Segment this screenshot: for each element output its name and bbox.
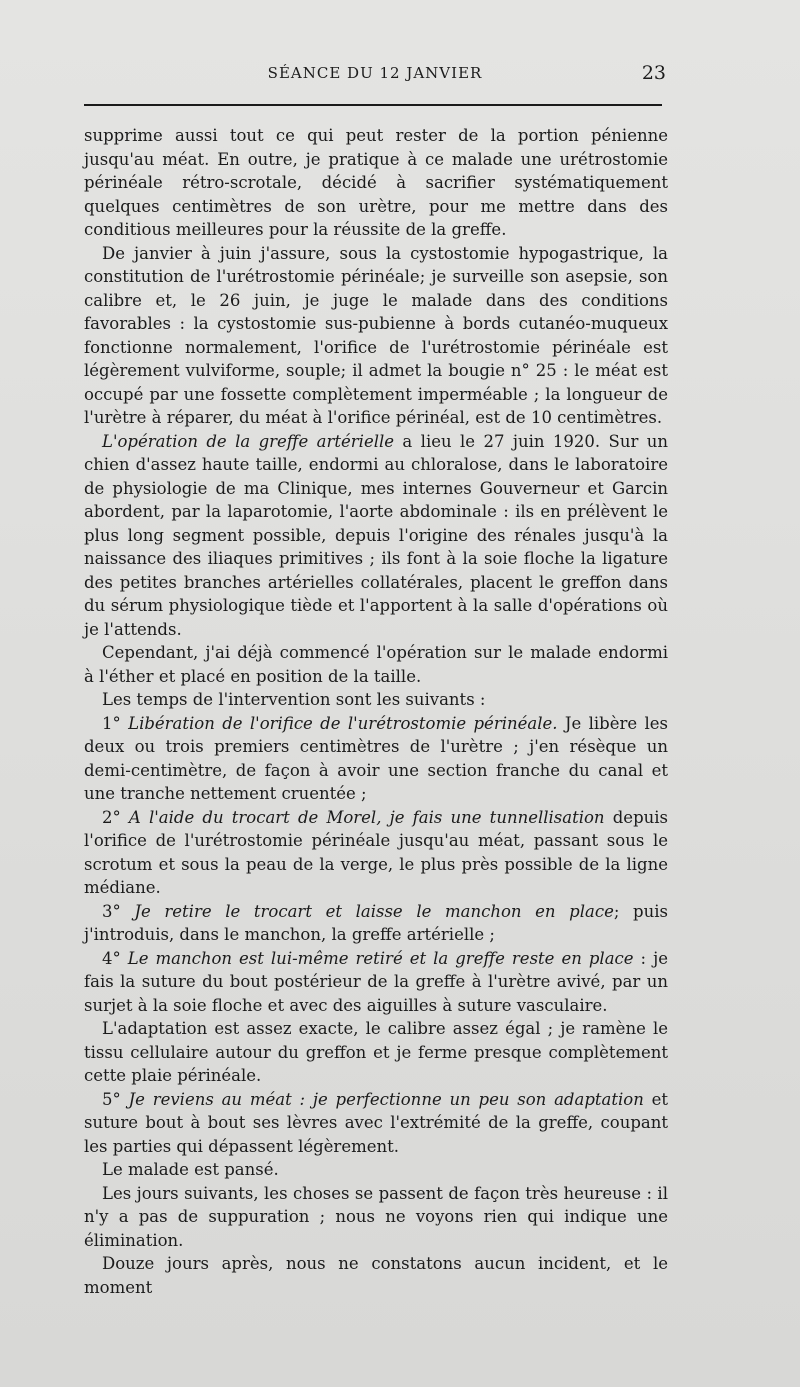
italic-heading: Libération de l'orifice de l'urétrostomie périnéale. [120, 713, 558, 733]
paragraph-2: De janvier à juin j'assure, sous la cystostomie hypogastrique, la constitution de l'urétrostomie périnéale; je surveille son asepsie, son calibre et, le 26 juin, je juge le malade dans des conditions favorables : la cystostomie sus-pubienne à bords cutanéo-muqueux fonctionne normalement, l'orifice de l'urétrostomie périnéale est légèrement vulviforme, souple; il admet la bougie n° 25 : le méat est occupé par une fossette complètement imperméable ; la longueur de l'urètre à réparer, du méat à l'orifice périnéal, est de 10 centimètres. [84, 243, 668, 427]
step-3: 3° Je retire le trocart et laisse le manchon en place; puis j'introduis, dans le manchon, la greffe artérielle ; [84, 901, 668, 944]
italic-heading: Je retire le trocart et laisse le manchon en place [120, 901, 614, 921]
step-number: 3° [102, 901, 121, 921]
step-4: 4° Le manchon est lui-même retiré et la greffe reste en place : je fais la suture du bout postérieur de la greffe à l'urètre avivé, par un surjet à la soie floche et avec des aiguilles à suture vasculaire. [84, 948, 668, 1015]
italic-heading: L'opération de la greffe artérielle [102, 431, 395, 451]
paragraph-5: Les temps de l'intervention sont les suivants : [102, 690, 486, 709]
page-number: 23 [641, 62, 666, 84]
step-number: 2° [102, 807, 121, 827]
step-2: 2° A l'aide du trocart de Morel, je fais une tunnellisation depuis l'orifice de l'urétrostomie périnéale jusqu'au méat, passant sous le scrotum et sous la peau de la verge, le plus près possible de la ligne médiane. [84, 807, 668, 897]
step-number: 1° [102, 713, 121, 733]
paragraph-4: Cependant, j'ai déjà commencé l'opération sur le malade endormi à l'éther et placé en position de la taille. [84, 643, 668, 686]
header-rule [84, 104, 662, 106]
step-number: 4° [102, 948, 121, 968]
paragraph-13: Les jours suivants, les choses se passent de façon très heureuse : il n'y a pas de suppuration ; nous ne voyons rien qui indique une élimination. [84, 1183, 668, 1250]
running-title: SÉANCE DU 12 JANVIER [267, 64, 483, 82]
body-text [84, 124, 668, 1299]
step-5: 5° Je reviens au méat : je perfectionne un peu son adaptation et suture bout à bout ses lèvres avec l'extrémité de la greffe, coupant les parties qui dépassent légèrement. [84, 1089, 669, 1156]
italic-heading: Le manchon est lui-même retiré et la greffe reste en place [120, 948, 634, 968]
paragraph-3: L'opération de la greffe artérielle a lieu le 27 juin 1920. Sur un chien d'assez haute taille, endormi au chloralose, dans le laboratoire de physiologie de ma Clinique, mes internes Gouverneur et Garcin abordent, par la laparotomie, l'aorte abdominale : ils en prélèvent le plus long segment possible, depuis l'origine des rénales jusqu'à la naissance des iliaques primitives ; ils font à la soie floche la ligature des petites branches artérielles collatérales, placent le greffon dans du sérum physiologique tiède et l'apportent à la salle d'opérations où je l'attends. [84, 431, 669, 639]
step-number: 5° [102, 1089, 121, 1109]
paragraph-12: Le malade est pansé. [102, 1160, 279, 1179]
step-1: 1° Libération de l'orifice de l'urétrostomie périnéale. Je libère les deux ou trois premiers centimètres de l'urètre ; j'en résèque un demi-centimètre, de façon à avoir une section franche du canal et une tranche nettement cruentée ; [84, 713, 668, 803]
paragraph-1: supprime aussi tout ce qui peut rester de la portion pénienne jusqu'au méat. En outre, je pratique à ce malade une urétrostomie périnéale rétro-scrotale, décidé à sacrifier systématiquement quelques centimètres de son urètre, pour me mettre dans des conditious meilleures pour la réussite de la greffe. [84, 126, 668, 239]
italic-heading: A l'aide du trocart de Morel, je fais une tunnellisation [120, 807, 605, 827]
page-header [84, 62, 666, 86]
paragraph-10: L'adaptation est assez exacte, le calibre assez égal ; je ramène le tissu cellulaire autour du greffon et je ferme presque complètement cette plaie périnéale. [84, 1019, 668, 1085]
paragraph-14: Douze jours après, nous ne constatons aucun incident, et le moment [84, 1254, 668, 1297]
italic-heading: Je reviens au méat : je perfectionne un peu son adaptation [120, 1089, 644, 1109]
